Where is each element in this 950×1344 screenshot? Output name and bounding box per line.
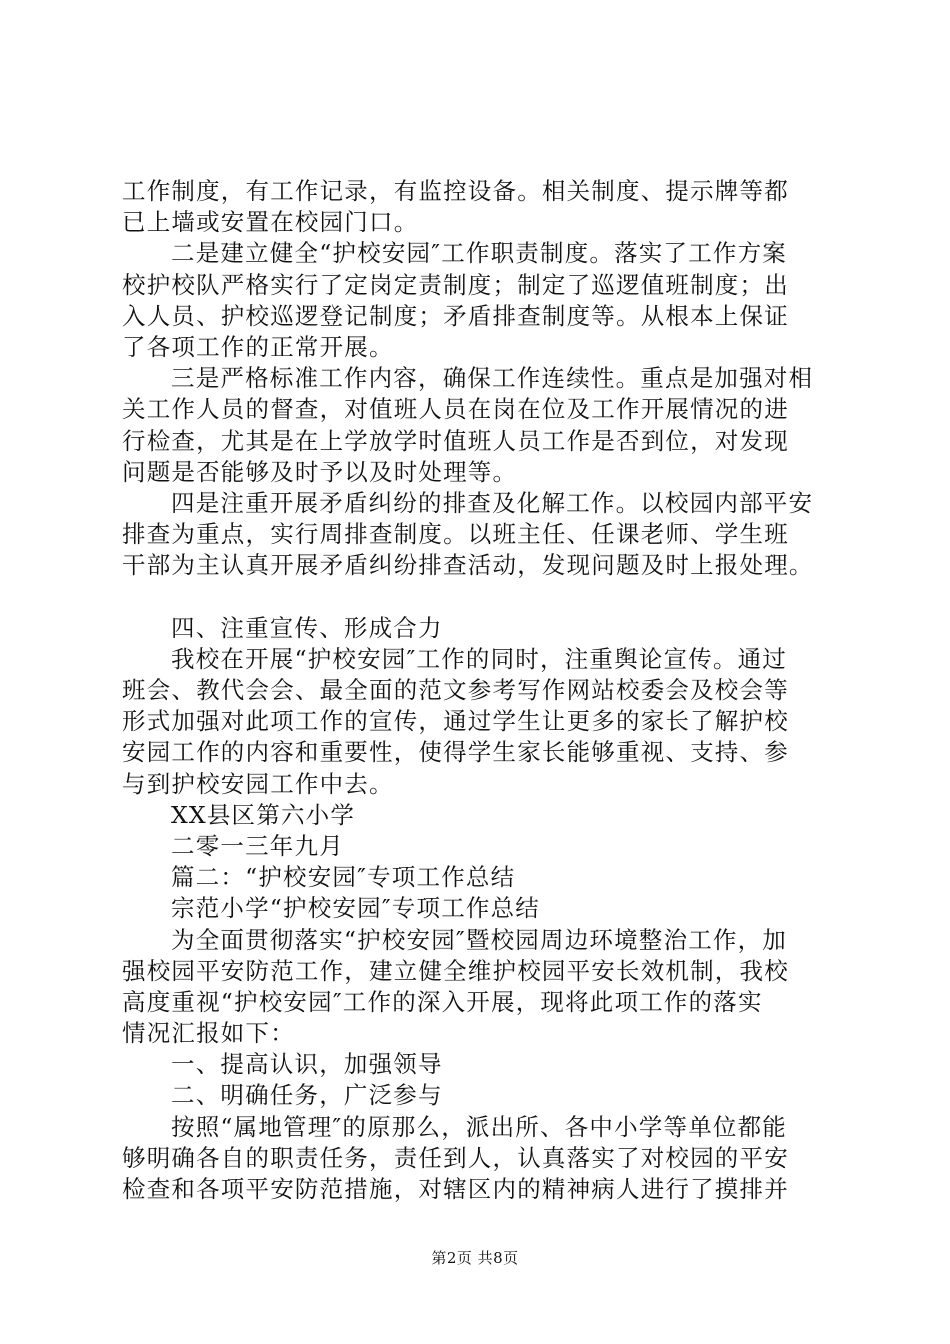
text-line: 了各项工作的正常开展。: [122, 332, 394, 361]
text-line: 班会、教代会会、最全面的范文参考写作网站校委会及校会等: [122, 676, 789, 704]
report-title: 宗范小学“护校安园″专项工作总结: [171, 894, 540, 923]
text-line: 干部为主认真开展矛盾纠纷排查活动，发现问题及时上报处理。: [122, 551, 814, 580]
chapter-title: 篇二：“护校安园″专项工作总结: [171, 863, 516, 892]
text-line: 情况汇报如下：: [122, 1019, 295, 1048]
paragraph-gap: [122, 581, 837, 612]
text-line: 三是严格标准工作内容，确保工作连续性。重点是加强对相: [171, 364, 814, 393]
text-line: 排查为重点，实行周排查制度。以班主任、任课老师、学生班: [122, 520, 789, 549]
section-heading: 一、提高认识，加强领导: [171, 1050, 443, 1079]
page-number-footer: 第2页 共8页: [431, 1249, 519, 1267]
section-heading: 四、注重宣传、形成合力: [171, 613, 443, 642]
text-line: 为全面贯彻落实“护校安园″暨校园周边环境整治工作，加: [171, 925, 787, 954]
text-line: 校护校队严格实行了定岗定责制度；制定了巡逻值班制度；出: [122, 270, 789, 299]
text-line: 问题是否能够及时予以及时处理等。: [122, 457, 518, 486]
text-line: 入人员、护校巡逻登记制度；矛盾排查制度等。从根本上保证: [122, 301, 789, 330]
text-line: 与到护校安园工作中去。: [122, 769, 394, 798]
text-line: 安园工作的内容和重要性，使得学生家长能够重视、支持、参: [122, 738, 789, 767]
text-line: 工作制度，有工作记录，有监控设备。相关制度、提示牌等都: [122, 177, 789, 205]
signature-date: 二零一三年九月: [171, 831, 344, 860]
text-line: 二是建立健全“护校安园″工作职责制度。落实了工作方案: [171, 239, 787, 268]
text-line: 行检查，尤其是在上学放学时值班人员工作是否到位，对发现: [122, 426, 789, 455]
text-line: 我校在开展“护校安园″工作的同时，注重舆论宣传。通过: [171, 644, 787, 673]
text-line: 关工作人员的督查，对值班人员在岗在位及工作开展情况的进: [122, 395, 789, 424]
document-body: [122, 176, 837, 1205]
text-line: 高度重视“护校安园″工作的深入开展，现将此项工作的落实: [122, 987, 763, 1016]
signature-school: XX县区第六小学: [171, 800, 356, 829]
text-line: 已上墙或安置在校园门口。: [122, 208, 419, 237]
text-line: 按照“属地管理″的原那么，派出所、各中小学等单位都能: [171, 1112, 787, 1141]
text-line: 强校园平安防范工作，建立健全维护校园平安长效机制，我校: [122, 956, 789, 985]
text-line: 检查和各项平安防范措施，对辖区内的精神病人进行了摸排并: [122, 1175, 789, 1203]
section-heading: 二、明确任务，广泛参与: [171, 1081, 443, 1110]
text-line: 形式加强对此项工作的宣传，通过学生让更多的家长了解护校: [122, 707, 789, 736]
text-line: 四是注重开展矛盾纠纷的排查及化解工作。以校园内部平安: [171, 488, 814, 517]
text-line: 够明确各自的职责任务，责任到人，认真落实了对校园的平安: [122, 1143, 789, 1172]
